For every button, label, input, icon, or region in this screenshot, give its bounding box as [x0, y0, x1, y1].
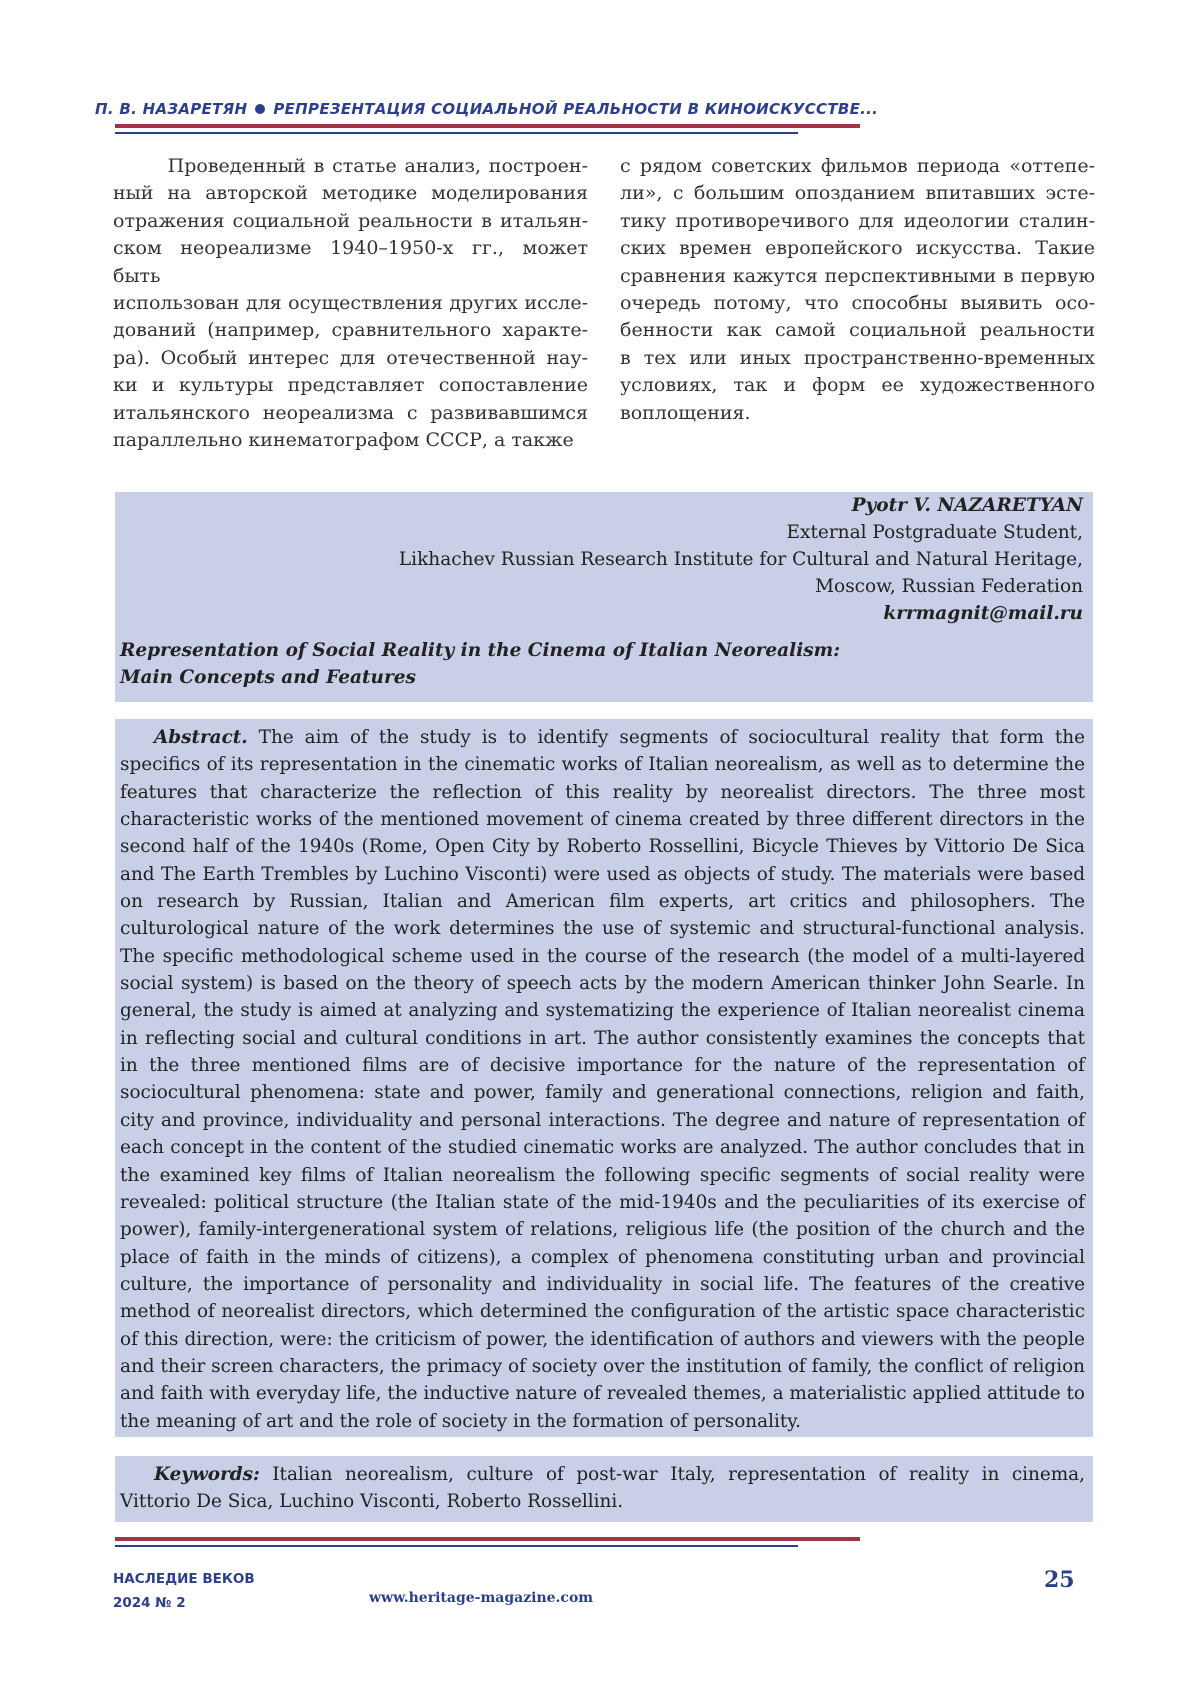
right-column-text — [620, 153, 1095, 427]
footer-rule-blue — [115, 1545, 798, 1547]
column-line: условиях, так и форм ее художественного — [620, 374, 1095, 397]
author-info-box — [115, 492, 1093, 702]
bullet-dot-icon — [255, 104, 265, 114]
author-email: krrmagnit@mail.ru — [883, 603, 1083, 624]
column-line: ских времен европейского искусства. Такие — [620, 237, 1095, 260]
keywords-paragraph — [120, 1461, 1085, 1516]
column-line: ли», с большим опозданием впитавших эсте- — [620, 182, 1095, 205]
column-line: Проведенный в статье анализ, построен- — [113, 155, 588, 177]
page-number: 25 — [1044, 1567, 1075, 1593]
abstract-text: The aim of the study is to identify segments of sociocultural reality that form the specifics of its representation in the cinematic works of Italian neorealism, as well as to determine the features that characterize the reflection of this reality by neorealist directors. The three most characteristic works of the mentioned movement of cinema created by three different directors in the second half of the 1940s (Rome, Open City by Roberto Rossellini, Bicycle Thieves by Vittorio De Sica and The Earth Trembles by Luchino Visconti) were used as objects of study. The materials were based on research by Russian, Italian and American film experts, art critics and philosophers. The culturological nature of the work determines the use of systemic and structural-functional analysis. The specific methodological scheme used in the course of the research (the model of a multi-layered social system) is based on the theory of speech acts by the modern American thinker John Searle. In general, the study is aimed at analyzing and systematizing the experience of Italian neorealist cinema in reflecting social and cultural conditions in art. The author consistently examines the concepts that in the three mentioned films are of decisive importance for the nature of the representation of sociocultural phenomena: state and power, family and generational connections, religion and faith, city and province, individuality and personal interactions. The degree and nature of representation of each concept in the content of the studied cinematic works are analyzed. The author concludes that in the examined key films of Italian neorealism the following specific segments of social reality were revealed: political structure (the Italian state of the mid-1940s and the peculiarities of its exercise of power), family-intergenerational system of relations, religious life (the position of the church and the place of faith in the minds of citizens), a complex of phenomena constituting urban and provincial culture, the importance of personality and individuality in social life. The features of the creative method of neorealist directors, which determined the configuration of the artistic space characteristic of this direction, were: the criticism of power, the identification of authors and viewers with the people and their screen characters, the primacy of society over the institution of family, the conflict of religion and faith with everyday life, the inductive nature of revealed themes, a materialistic applied attitude to the meaning of art and the role of society in the formation of personality. — [120, 727, 1085, 1432]
author-institution: Likhachev Russian Research Institute for Cultural and Natural Heritage, — [398, 549, 1083, 570]
header-author: П. В. НАЗАРЕТЯН — [95, 100, 248, 118]
keywords-label: Keywords: — [154, 1464, 260, 1485]
column-line: очередь потому, что способны выявить осо- — [620, 292, 1095, 315]
keywords-box — [115, 1456, 1093, 1522]
column-line: параллельно кинематографом СССР, а также — [113, 429, 574, 452]
column-line: итальянского неореализма с развивавшимся — [113, 401, 588, 424]
column-line: ра). Особый интерес для отечественной нау- — [113, 346, 588, 369]
author-name: Pyotr V. NAZARETYAN — [851, 495, 1083, 516]
column-line: с рядом советских фильмов периода «оттепе- — [620, 155, 1095, 177]
column-line: использован для осуществления других иссле- — [113, 292, 588, 315]
journal-issue: 2024 № 2 — [113, 1595, 186, 1611]
header-rule-red — [115, 124, 860, 128]
left-column-text — [113, 153, 588, 454]
author-position: External Postgraduate Student, — [786, 522, 1083, 543]
article-title-line2: Main Concepts and Features — [120, 667, 416, 689]
column-line: в тех или иных пространственно-временных — [620, 346, 1095, 369]
column-line: сравнения кажутся перспективными в первую — [620, 264, 1095, 287]
journal-url[interactable]: www.heritage-magazine.com — [369, 1590, 594, 1606]
column-line: воплощения. — [620, 401, 751, 424]
column-line: тику противоречивого для идеологии сталин- — [620, 209, 1095, 232]
column-line: дований (например, сравнительного характе- — [113, 319, 588, 342]
column-line: ки и культуры представляет сопоставление — [113, 374, 588, 397]
running-header — [95, 100, 1095, 118]
column-line: бенности как самой социальной реальности — [620, 319, 1095, 342]
column-line: отражения социальной реальности в итальян- — [113, 209, 588, 232]
keywords-text: Italian neorealism, culture of post-war Italy, representation of reality in cinema, Vittorio De Sica, Luchino Visconti, Roberto Rossellini. — [120, 1464, 1085, 1513]
journal-block — [113, 1567, 255, 1615]
abstract-box — [115, 719, 1093, 1437]
abstract-paragraph — [120, 724, 1085, 1435]
column-line: ный на авторской методике моделирования — [113, 182, 588, 205]
journal-name: НАСЛЕДИЕ ВЕКОВ — [113, 1571, 255, 1587]
header-title: РЕПРЕЗЕНТАЦИЯ СОЦИАЛЬНОЙ РЕАЛЬНОСТИ В КИНОИСКУССТВЕ... — [273, 100, 879, 118]
article-title — [120, 637, 840, 692]
author-location: Moscow, Russian Federation — [815, 576, 1083, 597]
column-line: ском неореализме 1940–1950-х гг., может быть — [113, 237, 588, 287]
abstract-label: Abstract. — [154, 727, 248, 748]
header-rule-blue — [115, 132, 798, 134]
article-title-line1: Representation of Social Reality in the Cinema of Italian Neorealism: — [120, 640, 841, 661]
footer-rule-red — [115, 1537, 860, 1541]
